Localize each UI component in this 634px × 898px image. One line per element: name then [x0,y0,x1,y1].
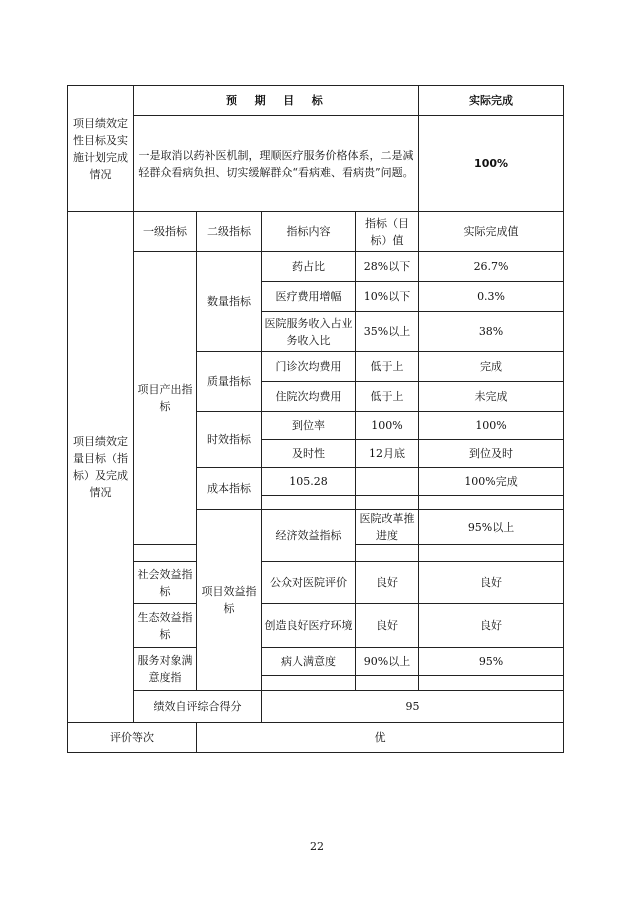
indicator-actual: 良好 [419,562,564,604]
indicator-actual: 26.7% [419,252,564,282]
cost-indicator-label: 成本指标 [197,468,262,510]
empty-cell [356,545,419,562]
empty-cell [262,676,356,691]
indicator-target: 良好 [356,562,419,604]
indicator-actual: 95% [419,648,564,676]
indicator-content: 门诊次均费用 [262,352,356,382]
expected-goal-header: 预 期 目 标 [134,86,419,116]
header-content: 指标内容 [262,212,356,252]
indicator-content: 医院服务收入占业务收入比 [262,312,356,352]
social-benefit-label: 社会效益指标 [134,562,197,604]
indicator-target: 35%以上 [356,312,419,352]
indicator-content: 到位率 [262,412,356,440]
satisfaction-label: 服务对象满意度指 [134,648,197,691]
score-label: 绩效自评综合得分 [134,691,262,723]
header-target: 指标（目标）值 [356,212,419,252]
indicator-content: 病人满意度 [262,648,356,676]
quantitative-row-label: 项目绩效定量目标（指标）及完成情况 [68,212,134,723]
indicator-content: 住院次均费用 [262,382,356,412]
indicator-actual: 到位及时 [419,440,564,468]
grade-label: 评价等次 [68,723,197,753]
indicator-target: 90%以上 [356,648,419,676]
qualitative-actual-value: 100% [419,116,564,212]
economic-benefit-label: 经济效益指标 [262,510,356,562]
empty-cell [419,676,564,691]
header-level1: 一级指标 [134,212,197,252]
empty-cell [419,496,564,510]
timeliness-indicator-label: 时效指标 [197,412,262,468]
indicator-target: 100% [356,412,419,440]
indicator-content: 医院改革推进度 [356,510,419,545]
indicator-content: 药占比 [262,252,356,282]
indicator-actual: 0.3% [419,282,564,312]
indicator-actual: 良好 [419,604,564,648]
output-indicator-label: 项目产出指标 [134,252,197,545]
header-level2: 二级指标 [197,212,262,252]
indicator-actual: 完成 [419,352,564,382]
indicator-actual: 100% [419,412,564,440]
ecological-benefit-label: 生态效益指标 [134,604,197,648]
indicator-content: 及时性 [262,440,356,468]
benefit-indicator-label: 项目效益指标 [197,510,262,691]
qualitative-row-label: 项目绩效定性目标及实施计划完成情况 [68,86,134,212]
quantity-indicator-label: 数量指标 [197,252,262,352]
indicator-target: 10%以下 [356,282,419,312]
indicator-target: 低于上 [356,352,419,382]
quality-indicator-label: 质量指标 [197,352,262,412]
header-actual: 实际完成值 [419,212,564,252]
indicator-content: 医疗费用增幅 [262,282,356,312]
indicator-target: 低于上 [356,382,419,412]
indicator-actual: 38% [419,312,564,352]
empty-cell [134,545,197,562]
empty-cell [419,545,564,562]
empty-cell [262,496,356,510]
indicator-target [356,468,419,496]
empty-cell [356,676,419,691]
indicator-target: 95%以上 [419,510,564,545]
performance-table [67,85,564,753]
indicator-target: 12月底 [356,440,419,468]
score-value: 95 [262,691,564,723]
indicator-actual: 未完成 [419,382,564,412]
indicator-content: 105.28 [262,468,356,496]
goal-text: 一是取消以药补医机制，理顺医疗服务价格体系，二是减轻群众看病负担、切实缓解群众“看病难、看病贵”问题。 [134,116,419,212]
indicator-target: 28%以下 [356,252,419,282]
indicator-target: 良好 [356,604,419,648]
empty-cell [356,496,419,510]
indicator-actual: 100%完成 [419,468,564,496]
grade-value: 优 [197,723,564,753]
indicator-content: 公众对医院评价 [262,562,356,604]
indicator-content: 创造良好医疗环境 [262,604,356,648]
actual-completion-header: 实际完成 [419,86,564,116]
page-number: 22 [310,840,324,853]
